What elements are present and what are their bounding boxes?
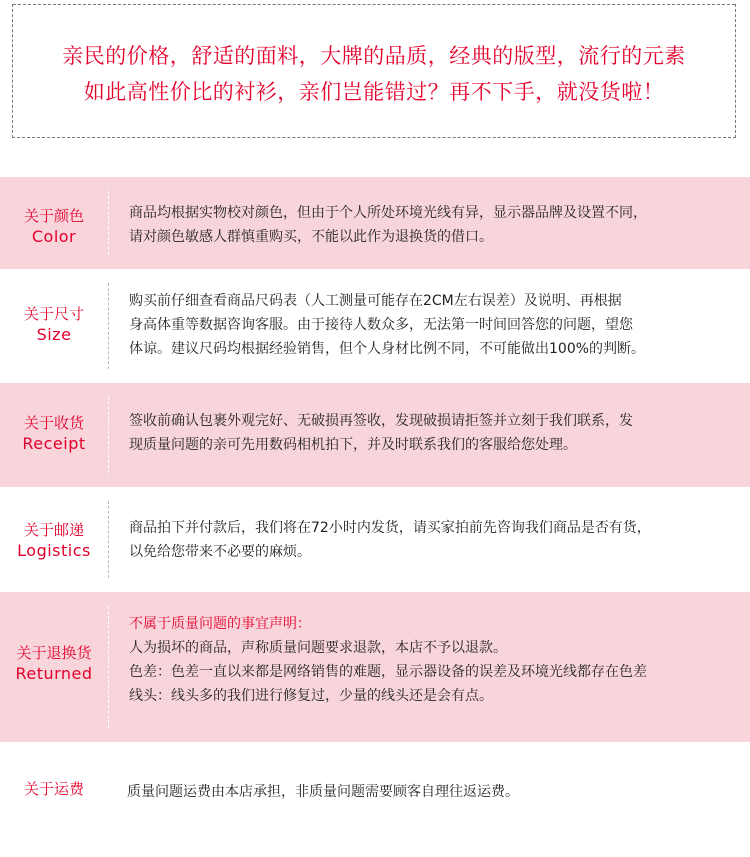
section-size-text [129,289,750,361]
section-returned-text [129,612,750,708]
section-receipt-text [129,409,750,457]
text-line: 签收前确认包裹外观完好、无破损再签收，发现破损请拒签并立刻于我们联系，发 [129,413,633,429]
banner-top-border [13,4,735,5]
text-line: 商品均根据实物校对颜色，但由于个人所处环境光线有异，显示器品牌及设置不同， [129,205,647,221]
section-shipping-text [127,780,750,804]
text-line: 以免给您带来不必要的麻烦。 [129,544,311,560]
section-divider [108,501,109,578]
section-logistics-title [0,520,108,562]
text-line: 色差：色差一直以来都是网络销售的难题，显示器设备的误差及环境光线都存在色差 [129,664,647,680]
section-divider [108,397,109,473]
section-receipt-title-cn: 关于收货 [23,414,84,432]
section-color-text [129,201,750,249]
section-logistics-title-cn: 关于邮递 [23,521,84,539]
text-line: 现质量问题的亲可先用数码相机拍下，并及时联系我们的客服给您处理。 [129,437,577,453]
section-logistics-title-en: Logistics [17,541,91,560]
section-returned [0,592,750,742]
section-receipt-title-en: Receipt [22,434,86,453]
text-line: 质量问题运费由本店承担，非质量问题需要顾客自理往返运费。 [127,784,519,800]
text-line: 请对颜色敏感人群慎重购买，不能以此作为退换货的借口。 [129,229,493,245]
text-line: 线头：线头多的我们进行修复过，少量的线头还是会有点。 [129,688,493,704]
section-color-title-cn: 关于颜色 [23,207,84,225]
section-returned-title [0,643,108,685]
returned-heading: 不属于质量问题的事宜声明： [129,616,311,632]
section-divider [108,191,109,255]
section-receipt-title [0,413,108,455]
section-color [0,177,750,269]
banner-line-2: 如此高性价比的衬衫，亲们岂能错过？再不下手，就没货啦！ [83,80,665,104]
section-color-title-en: Color [31,227,77,246]
text-line: 购买前仔细查看商品尺码表（人工测量可能存在2CM左右误差）及说明、再根据 [129,293,622,309]
section-logistics-text [129,516,750,564]
section-size [0,269,750,383]
section-logistics [0,487,750,592]
section-shipping-title [0,779,108,799]
section-shipping [0,742,750,837]
section-shipping-title-cn: 关于运费 [23,780,84,798]
section-receipt [0,383,750,487]
section-returned-title-en: Returned [15,664,93,683]
section-size-title [0,304,108,346]
text-line: 身高体重等数据咨询客服。由于接待人数众多，无法第一时间回答您的问题，望您 [129,317,633,333]
banner-line-1: 亲民的价格，舒适的面料，大牌的品质，经典的版型，流行的元素 [62,44,686,68]
section-divider [108,606,109,728]
section-size-title-en: Size [36,325,72,344]
section-divider [108,283,109,369]
section-color-title [0,206,108,248]
text-line: 体谅。建议尺码均根据经验销售，但个人身材比例不同，不可能做出100%的判断。 [129,341,646,357]
promo-banner [12,4,736,138]
text-line: 人为损坏的商品，声称质量问题要求退款，本店不予以退款。 [129,640,507,656]
section-returned-title-cn: 关于退换货 [16,644,92,662]
text-line: 商品拍下并付款后，我们将在72小时内发货，请买家拍前先咨询我们商品是否有货， [129,520,651,536]
section-size-title-cn: 关于尺寸 [23,305,84,323]
